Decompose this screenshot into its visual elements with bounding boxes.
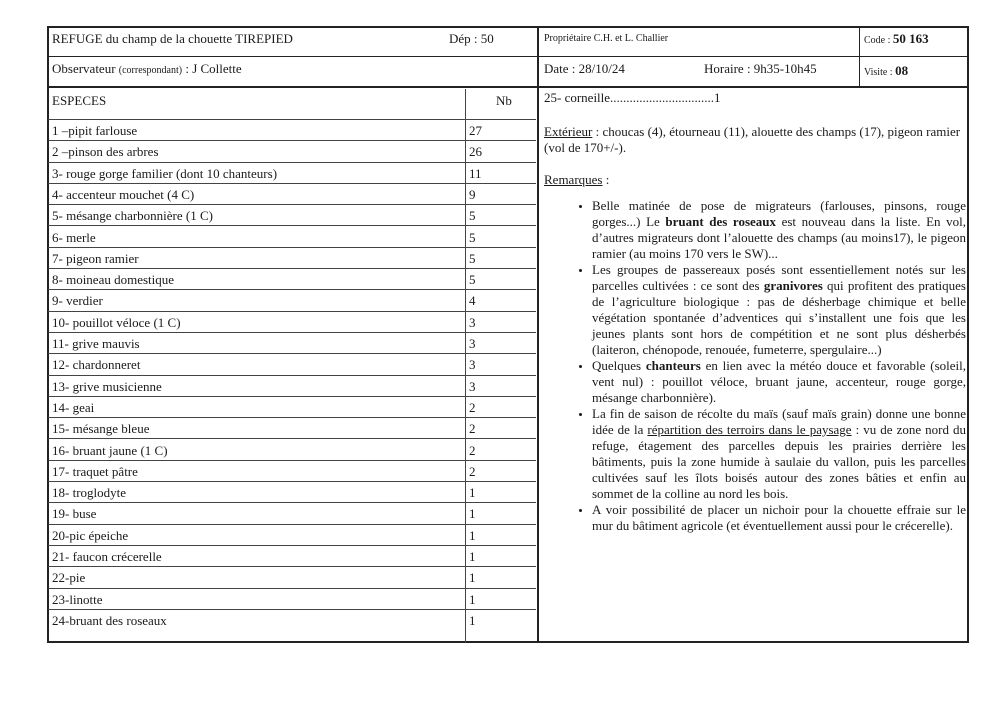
notes-panel [544, 90, 966, 534]
species-name: 6- merle [52, 229, 96, 245]
departement: Dép : 50 [449, 31, 494, 46]
remark-item [592, 502, 966, 534]
observer-name: : J Collette [182, 61, 242, 76]
table-row [48, 440, 536, 461]
table-row [48, 567, 536, 588]
remark-item [592, 406, 966, 502]
remark-underline: répartition des terroirs dans le paysage [647, 422, 852, 437]
remark-text: en lien avec la météo douce et favorable (soleil, vent nul) : pouillot véloce, bruant jaune, accenteur, rouge gorge, mésange charbonnière). [592, 358, 966, 405]
species-count: 9 [469, 186, 476, 202]
table-row [48, 503, 536, 524]
visit-label: Visite : [864, 67, 896, 78]
species-name: 24-bruant des roseaux [52, 612, 167, 628]
species-count: 1 [469, 591, 476, 607]
visit-value: 08 [895, 63, 909, 78]
table-row [48, 418, 536, 439]
table-row [48, 333, 536, 354]
species-count: 1 [469, 549, 476, 564]
table-row [48, 397, 536, 418]
visit-hours: Horaire : 9h35-10h45 [704, 61, 817, 76]
species-count: 1 [469, 570, 476, 586]
species-name: 8- moineau domestique [52, 272, 175, 288]
remark-text: A voir possibilité de placer un nichoir pour la chouette effraie sur le mur du bâtiment agricole (et éventuellement aussi pour le crécerelle). [592, 502, 966, 533]
remark-item [592, 262, 966, 358]
species-name: 16- bruant jaune (1 C) [52, 442, 168, 458]
table-row [48, 525, 536, 546]
table-row [48, 227, 536, 248]
table-row [48, 141, 536, 162]
observer-role: (correspondant) [118, 65, 183, 76]
table-row [48, 482, 536, 503]
code-label: Code : [864, 35, 893, 46]
remark-bold: chanteurs [645, 358, 701, 373]
species-count: 3 [469, 378, 476, 394]
species-name: 18- troglodyte [52, 485, 127, 501]
species-count: 5 [469, 272, 476, 288]
remark-bold: granivores [763, 278, 823, 293]
remark-text: : vu de zone nord du refuge, étagement des parcelles depuis les prairies derrière les bâtiments, puis la zone humide à saulaie du vallon, puis les parcelles cultivées sauf les îlots boisés autour des zones bâties et enfin au sommet de la colline au nord les bois. [592, 422, 966, 501]
col-header-species: ESPECES [52, 93, 107, 108]
species-count: 5 [469, 250, 476, 266]
table-row [48, 589, 536, 610]
species-count: 4 [469, 293, 476, 309]
remark-item [592, 358, 966, 406]
header-divider-1 [47, 56, 969, 57]
table-row [48, 610, 536, 636]
remarques-colon: : [602, 172, 610, 187]
species-name: 15- mésange bleue [52, 421, 150, 437]
species-count: 5 [469, 229, 476, 245]
table-row [48, 354, 536, 375]
table-row [48, 290, 536, 311]
species-count: 2 [469, 442, 476, 458]
table-row [48, 269, 536, 290]
extra-species: 25- corneille................................1 [544, 90, 721, 105]
remarks-list [544, 198, 966, 534]
species-count: 3 [469, 357, 476, 373]
table-row [48, 120, 536, 141]
species-count: 2 [469, 421, 476, 437]
species-count: 2 [469, 399, 476, 415]
observer-label: Observateur [52, 61, 119, 76]
exterieur-text: : choucas (4), étourneau (11), alouette des champs (17), pigeon ramier (vol de 170+/-). [544, 124, 961, 155]
species-name: 21- faucon crécerelle [52, 549, 162, 564]
species-name: 12- chardonneret [52, 357, 141, 373]
remark-text: Les groupes de passereaux posés sont essentiellement notés sur les parcelles cultivées : ce sont des [592, 262, 966, 293]
species-count: 1 [469, 485, 476, 501]
species-count: 1 [469, 612, 476, 628]
species-name: 23-linotte [52, 591, 103, 607]
observer [52, 61, 242, 79]
species-count: 1 [469, 527, 476, 543]
table-row [48, 184, 536, 205]
species-name: 19- buse [52, 506, 97, 522]
species-count: 1 [469, 506, 476, 522]
species-name: 22-pie [52, 570, 86, 586]
species-name: 7- pigeon ramier [52, 250, 139, 266]
species-name: 3- rouge gorge familier (dont 10 chanteurs) [52, 165, 278, 181]
species-name: 9- verdier [52, 293, 103, 309]
remark-text: La fin de saison de récolte du maïs (sauf maïs grain) donne une bonne idée de la [592, 406, 966, 437]
code-value: 50 163 [892, 31, 929, 46]
species-count: 3 [469, 336, 476, 351]
table-row [48, 248, 536, 269]
visit-number [864, 63, 908, 81]
species-count: 2 [469, 463, 476, 479]
species-name: 20-pic épeiche [52, 527, 129, 543]
refuge-name: REFUGE du champ de la chouette TIREPIED [52, 31, 293, 46]
remark-text: Belle matinée de pose de migrateurs (farlouses, pinsons, rouge gorges...) Le [592, 198, 966, 229]
col-header-nb: Nb [496, 93, 512, 108]
code [864, 31, 929, 49]
species-count: 27 [469, 123, 482, 138]
remark-text: est nouveau dans la liste. En vol, d’autres migrateurs dont l’alouette des champs (au moins17), le pigeon ramier (au moins 170 vers le SW)... [592, 214, 966, 261]
header-divider-2 [47, 86, 969, 88]
species-name: 11- grive mauvis [52, 336, 140, 351]
species-count: 5 [469, 208, 476, 224]
species-name: 17- traquet pâtre [52, 463, 138, 479]
column-divider [537, 26, 539, 643]
exterieur-paragraph [544, 124, 966, 156]
species-name: 10- pouillot véloce (1 C) [52, 314, 181, 330]
species-name: 4- accenteur mouchet (4 C) [52, 186, 195, 202]
remarques-heading [544, 172, 966, 188]
table-row [48, 376, 536, 397]
species-count: 11 [469, 165, 482, 181]
species-name: 5- mésange charbonnière (1 C) [52, 208, 213, 224]
species-name: 1 –pipit farlouse [52, 123, 138, 138]
species-count: 3 [469, 314, 476, 330]
remark-item [592, 198, 966, 262]
table-row [48, 163, 536, 184]
species-name: 2 –pinson des arbres [52, 144, 159, 160]
remark-text: qui profitent des pratiques de l’agriculture biologique : pas de désherbage chimique et belle végétation spontanée d’adventices qui s’installent une fois que les jeunes plants sont hors de compétition et ne sont plus désherbés (laiteron, chénopode, renouée, fumeterre, spergulaire...) [592, 278, 966, 357]
table-row [48, 312, 536, 333]
species-name: 14- geai [52, 399, 95, 415]
table-row [48, 546, 536, 567]
visit-date: Date : 28/10/24 [544, 61, 625, 76]
species-count: 26 [469, 144, 482, 160]
owner: Propriétaire C.H. et L. Challier [544, 33, 669, 44]
table-row [48, 461, 536, 482]
remark-text: Quelques [592, 358, 646, 373]
species-name: 13- grive musicienne [52, 378, 162, 394]
exterieur-label: Extérieur [544, 124, 593, 139]
remark-bold: bruant des roseaux [665, 214, 776, 229]
table-row [48, 205, 536, 226]
remarques-label: Remarques [544, 172, 603, 187]
